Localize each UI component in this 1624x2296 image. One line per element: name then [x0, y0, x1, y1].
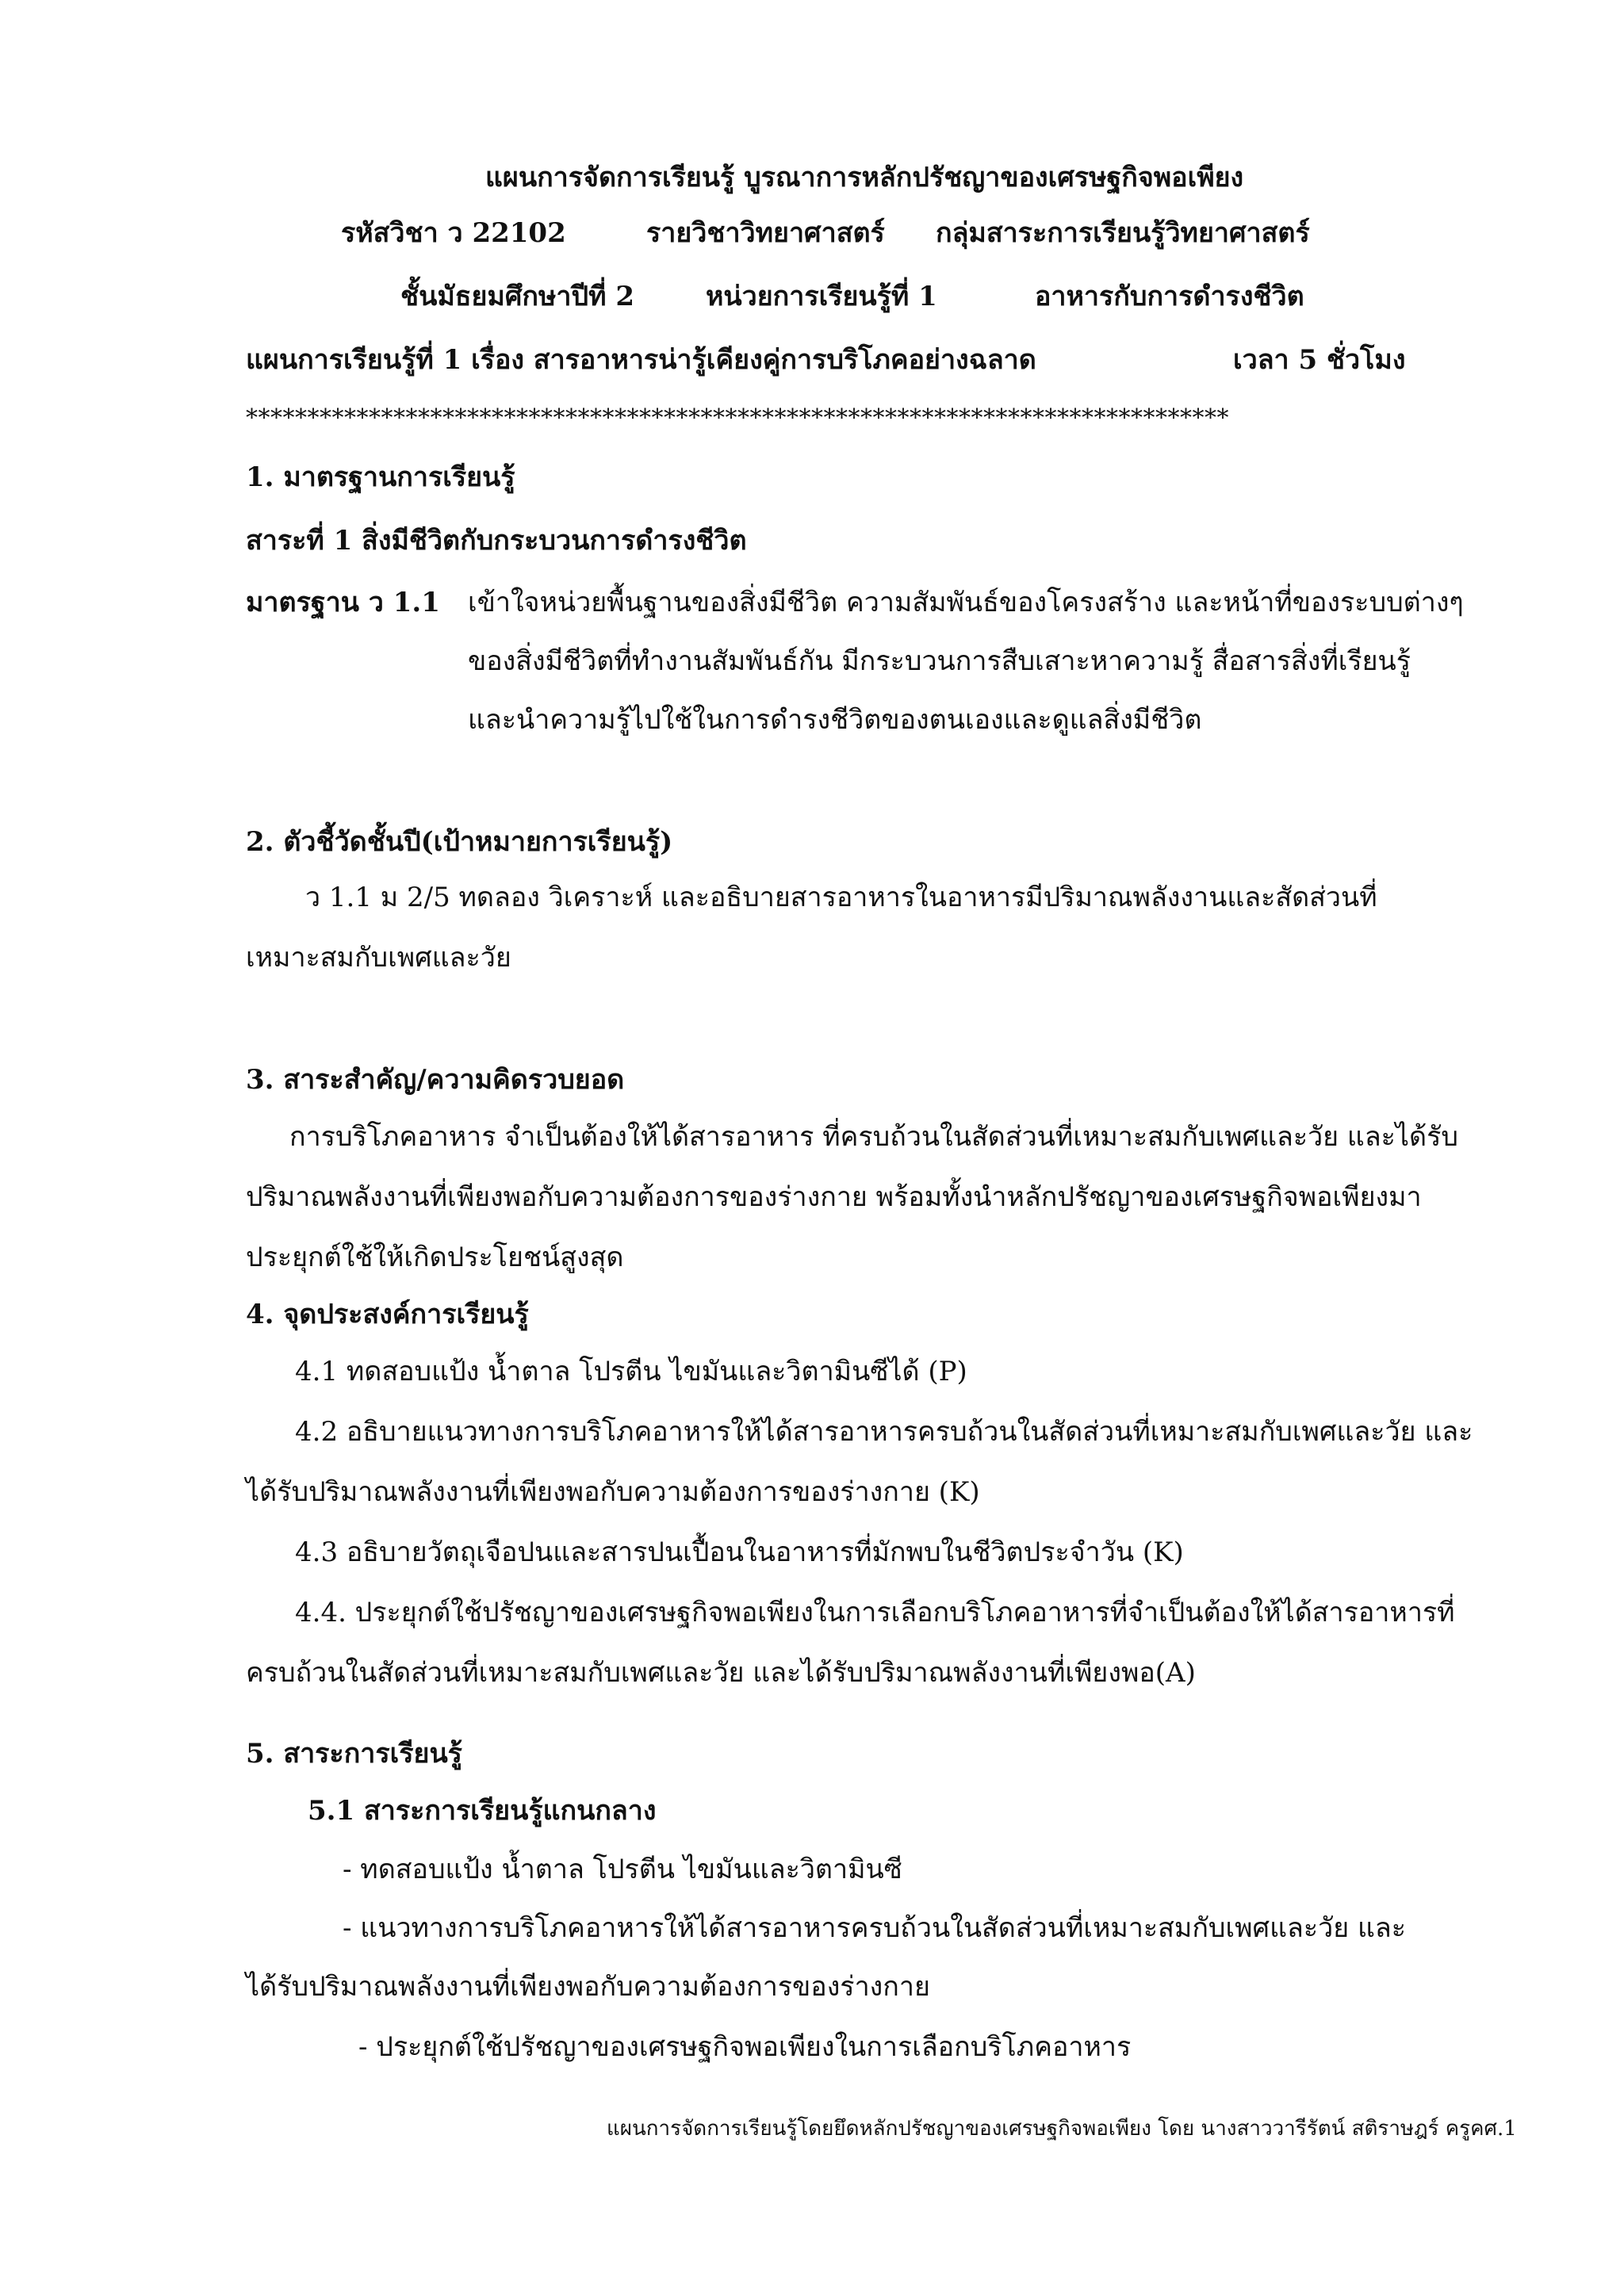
objective-line: 4.2 อธิบายแนวทางการบริโภคอาหารให้ได้สารอาหารครบถ้วนในสัดส่วนที่เหมาะสมกับเพศและวัย และ — [295, 1416, 1473, 1448]
objective-line: 4.3 อธิบายวัตถุเจือปนและสารปนเปื้อนในอาหารที่มักพบในชีวิตประจำวัน (K) — [295, 1536, 1184, 1568]
divider-stars: ******************************************************************************** — [246, 404, 1229, 432]
strand-label: สาระที่ 1 สิ่งมีชีวิตกับกระบวนการดำรงชีวิต — [246, 525, 747, 557]
lesson-duration: เวลา 5 ชั่วโมง — [1233, 344, 1406, 376]
standard-label: มาตรฐาน ว 1.1 — [246, 587, 440, 618]
standard-line: และนำความรู้ไปใช้ในการดำรงชีวิตของตนเองและดูแลสิ่งมีชีวิต — [468, 704, 1202, 736]
objective-line: 4.4. ประยุกต์ใช้ปรัชญาของเศรษฐกิจพอเพียงในการเลือกบริโภคอาหารที่จำเป็นต้องให้ได้สารอาหารที่ — [295, 1597, 1455, 1628]
objective-line: ครบถ้วนในสัดส่วนที่เหมาะสมกับเพศและวัย และได้รับปริมาณพลังงานที่เพียงพอ(A) — [246, 1657, 1196, 1689]
objective-line: ได้รับปริมาณพลังงานที่เพียงพอกับความต้องการของร่างกาย (K) — [246, 1476, 980, 1508]
grade-level: ชั้นมัธยมศึกษาปีที่ 2 — [400, 281, 634, 312]
course-code: รหัสวิชา ว 22102 — [341, 217, 566, 249]
section-5-1-subheading: 5.1 สาระการเรียนรู้แกนกลาง — [308, 1795, 657, 1827]
standard-line: เข้าใจหน่วยพื้นฐานของสิ่งมีชีวิต ความสัมพันธ์ของโครงสร้าง และหน้าที่ของระบบต่างๆ — [468, 587, 1464, 618]
unit-number: หน่วยการเรียนรู้ที่ 1 — [706, 281, 937, 312]
indicator-line: เหมาะสมกับเพศและวัย — [246, 942, 511, 974]
section-5-heading: 5. สาระการเรียนรู้ — [246, 1738, 462, 1770]
section-2-heading: 2. ตัวชี้วัดชั้นปี(เป้าหมายการเรียนรู้) — [246, 826, 673, 858]
section-4-heading: 4. จุดประสงค์การเรียนรู้ — [246, 1299, 529, 1330]
course-name: รายวิชาวิทยาศาสตร์ — [646, 217, 885, 249]
lesson-plan-title: แผนการเรียนรู้ที่ 1 เรื่อง สารอาหารน่ารู้เคียงคู่การบริโภคอย่างฉลาด — [246, 344, 1036, 376]
unit-name: อาหารกับการดำรงชีวิต — [1035, 281, 1304, 312]
content-line: ได้รับปริมาณพลังงานที่เพียงพอกับความต้องการของร่างกาย — [246, 1971, 930, 2003]
page-footer: แผนการจัดการเรียนรู้โดยยึดหลักปรัชญาของเศรษฐกิจพอเพียง โดย นางสาววารีรัตน์ สติราษฎร์ ครูคศ.1 — [607, 2117, 1517, 2141]
concept-line: ปริมาณพลังงานที่เพียงพอกับความต้องการของร่างกาย พร้อมทั้งนำหลักปรัชญาของเศรษฐกิจพอเพียงมา — [246, 1181, 1422, 1213]
content-line: - ทดสอบแป้ง น้ำตาล โปรตีน ไขมันและวิตามินซี — [343, 1854, 902, 1885]
indicator-line: ว 1.1 ม 2/5 ทดลอง วิเคราะห์ และอธิบายสารอาหารในอาหารมีปริมาณพลังงานและสัดส่วนที่ — [305, 882, 1377, 913]
content-line: - ประยุกต์ใช้ปรัชญาของเศรษฐกิจพอเพียงในการเลือกบริโภคอาหาร — [358, 2031, 1132, 2063]
objective-line: 4.1 ทดสอบแป้ง น้ำตาล โปรตีน ไขมันและวิตามินซีได้ (P) — [295, 1356, 967, 1387]
concept-line: ประยุกต์ใช้ให้เกิดประโยชน์สูงสุด — [246, 1242, 624, 1273]
subject-group: กลุ่มสาระการเรียนรู้วิทยาศาสตร์ — [936, 217, 1310, 249]
section-3-heading: 3. สาระสำคัญ/ความคิดรวบยอด — [246, 1064, 625, 1096]
section-1-heading: 1. มาตรฐานการเรียนรู้ — [246, 461, 515, 493]
content-line: - แนวทางการบริโภคอาหารให้ได้สารอาหารครบถ้วนในสัดส่วนที่เหมาะสมกับเพศและวัย และ — [343, 1912, 1406, 1944]
concept-line: การบริโภคอาหาร จำเป็นต้องให้ได้สารอาหาร ที่ครบถ้วนในสัดส่วนที่เหมาะสมกับเพศและวัย และได้รับ — [289, 1121, 1458, 1153]
standard-line: ของสิ่งมีชีวิตที่ทำงานสัมพันธ์กัน มีกระบวนการสืบเสาะหาความรู้ สื่อสารสิ่งที่เรียนรู้ — [468, 645, 1411, 677]
document-title: แผนการจัดการเรียนรู้ บูรณาการหลักปรัชญาของเศรษฐกิจพอเพียง — [485, 162, 1244, 193]
